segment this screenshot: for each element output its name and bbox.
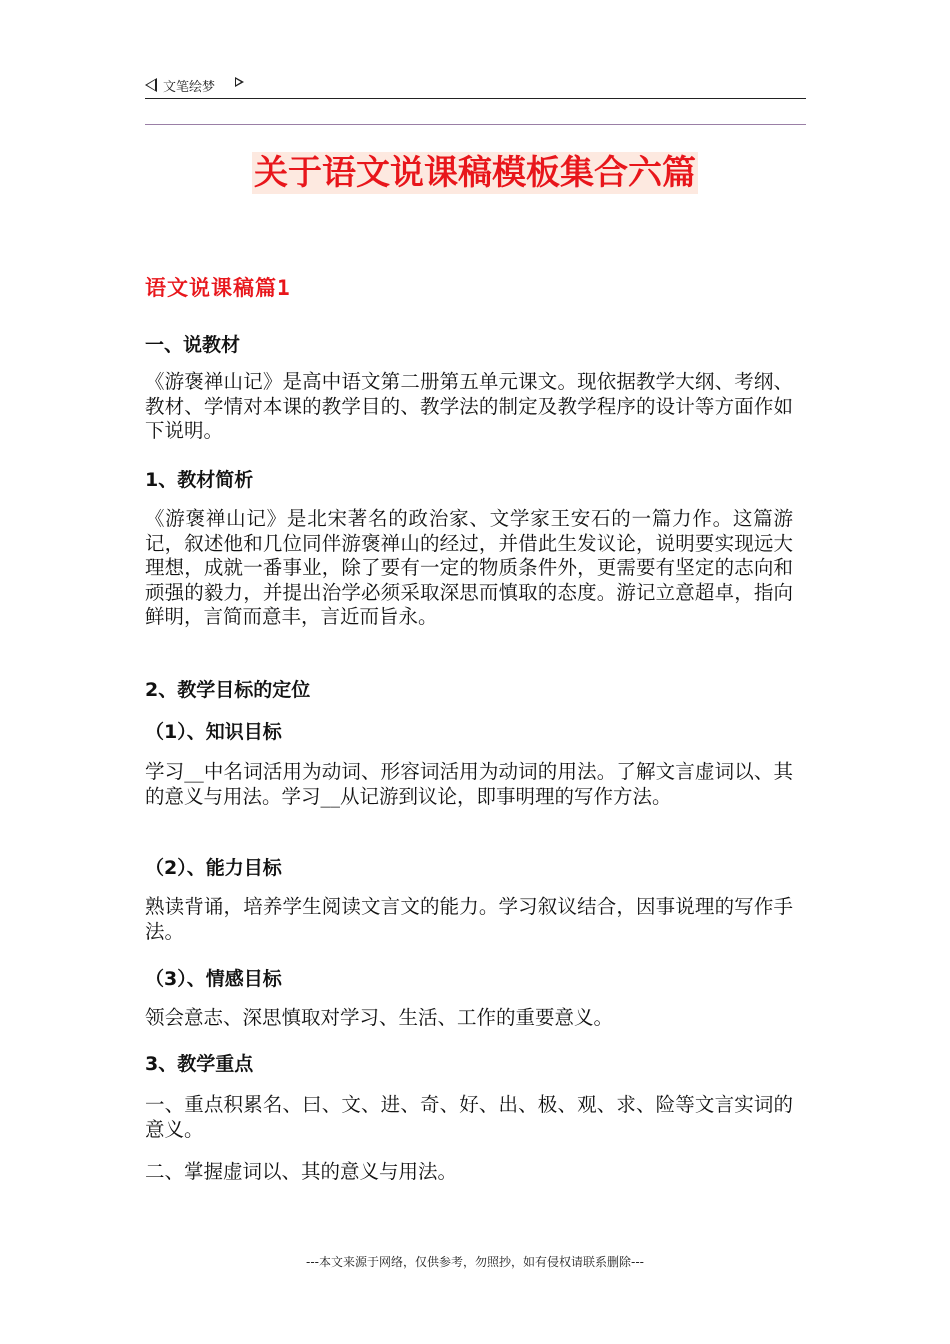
heading-jiaocai-jianxi: 1、教材简析 [145,469,254,491]
document-title: 关于语文说课稿模板集合六篇 [254,153,696,193]
heading-jiaoxue-zhongdian: 3、教学重点 [145,1053,254,1075]
paragraph-qinggan-mubiao: 领会意志、深思慎取对学习、生活、工作的重要意义。 [145,1006,614,1029]
header-brand: 文笔绘梦 [163,80,216,95]
heading-nengli-mubiao: （2）、能力目标 [145,857,282,879]
section-title: 语文说课稿篇1 [145,276,291,300]
paragraph-zhishi-mubiao: 学习__中名词活用为动词、形容词活用为动词的用法。了解文言虚词以、其的意义与用法。学习__从记游到议论，即事明理的写作方法。 [145,760,793,808]
paragraph-intro: 《游褒禅山记》是高中语文第二册第五单元课文。现依据教学大纲、考纲、教材、学情对本课的教学目的、教学法的制定及教学程序的设计等方面作如下说明。 [145,370,793,442]
header-rule [145,98,806,99]
header-divider [145,124,806,125]
heading-qinggan-mubiao: （3）、情感目标 [145,968,282,990]
paragraph-zhongdian-1: 一、重点积累名、曰、文、进、奇、好、出、极、观、求、险等文言实词的意义。 [145,1093,793,1141]
paragraph-jiaocai-jianxi: 《游褒禅山记》是北宋著名的政治家、文学家王安石的一篇力作。这篇游记，叙述他和几位同伴游褒禅山的经过，并借此生发议论，说明要实现远大理想，成就一番事业，除了要有一定的物质条件外，更需要有坚定的志向和顽强的毅力，并提出治学必须采取深思而慎取的态度。游记立意超卓，指向鲜明，言简而意丰，言近而旨永。 [145,507,793,628]
heading-jiaoxue-mubiao: 2、教学目标的定位 [145,679,311,701]
heading-shuo-jiaocai: 一、说教材 [145,334,241,356]
triangle-left-icon [145,78,157,92]
document-title-wrap [0,152,950,194]
triangle-right-icon [235,77,244,87]
paragraph-zhongdian-2: 二、掌握虚词以、其的意义与用法。 [145,1160,458,1183]
heading-zhishi-mubiao: （1）、知识目标 [145,721,282,743]
paragraph-nengli-mubiao: 熟读背诵，培养学生阅读文言文的能力。学习叙议结合，因事说理的写作手法。 [145,895,793,943]
page-footer: ---本文来源于网络，仅供参考，勿照抄，如有侵权请联系删除--- [306,1255,644,1269]
page-header [145,72,806,98]
